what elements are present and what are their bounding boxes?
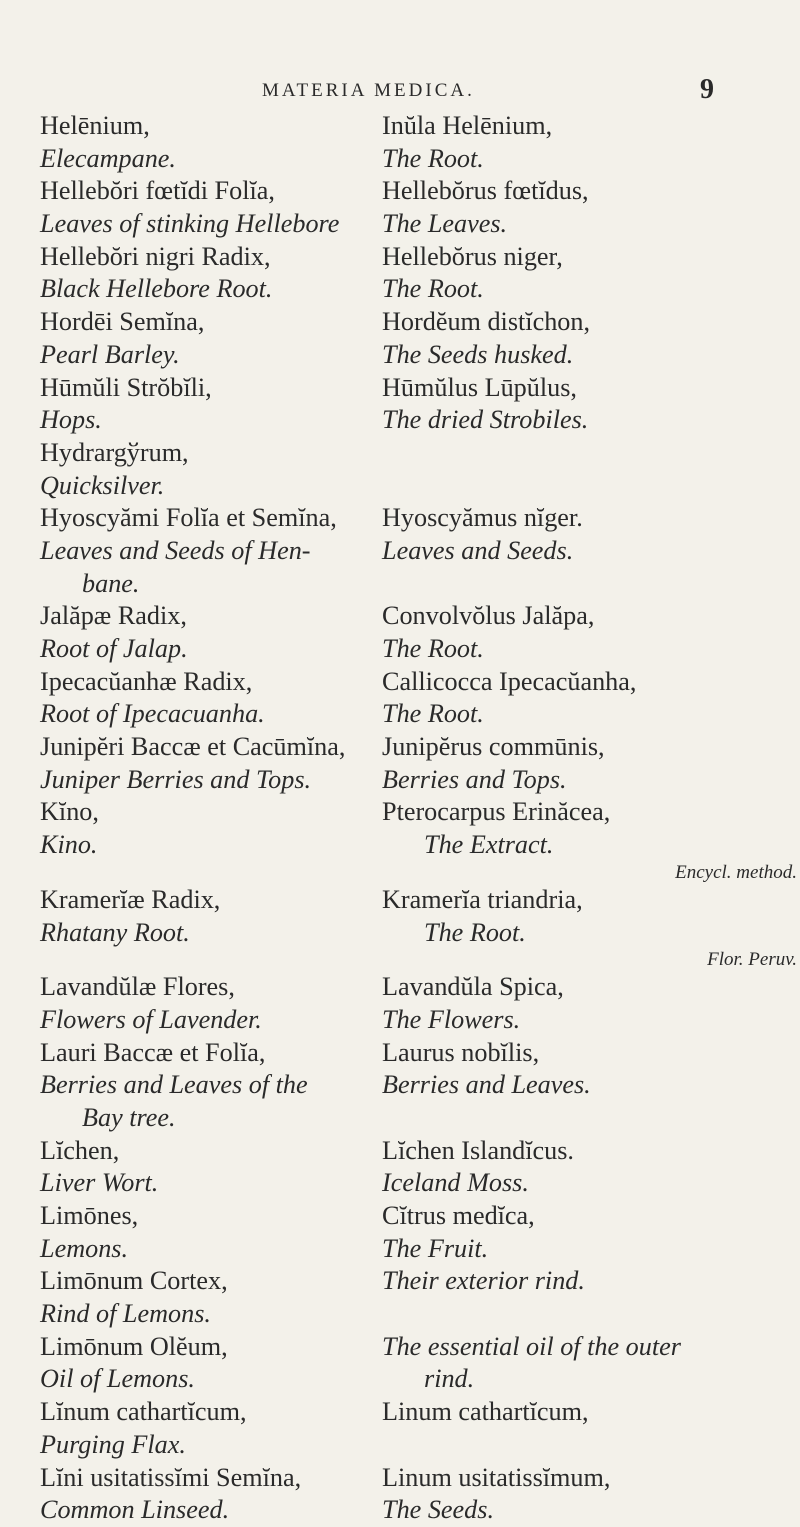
entry-description: Root of Jalap. — [40, 634, 188, 663]
entry-description-continued: The Root. — [424, 917, 526, 947]
entry-description: Kino. — [40, 830, 98, 860]
entry-name: Limōnum Cortex, — [40, 1266, 228, 1296]
entry-description: Juniper Berries and Tops. — [40, 764, 312, 794]
entry-name: Lĭchen, — [40, 1135, 120, 1165]
entry-name: Limōnes, — [40, 1201, 139, 1230]
entry-description: Common Linseed. — [40, 1495, 230, 1525]
entry-name: Lavandŭla Spica, — [382, 972, 564, 1002]
entry-description: The Root. — [382, 634, 484, 663]
entry-name: Hūmŭli Strŏbĭli, — [40, 372, 212, 402]
entry-description: Root of Ipecacuanha. — [40, 699, 265, 729]
entry-description: Elecampane. — [40, 143, 176, 173]
entry-name: Hordēi Semĭna, — [40, 307, 205, 337]
entry-description: Flowers of Lavender. — [40, 1004, 262, 1034]
officinal-names-column — [40, 110, 370, 1527]
entry-name: Pterocarpus Erinăcea, — [382, 797, 611, 827]
blank-line — [382, 568, 797, 601]
entry-name: Lauri Baccæ et Folĭa, — [40, 1037, 266, 1067]
entry-name: Hellebŏri fœtĭdi Folĭa, — [40, 176, 275, 206]
entry-name: Cĭtrus medĭca, — [382, 1201, 535, 1230]
entry-description: The essential oil of the outer — [382, 1331, 681, 1361]
blank-line — [382, 1102, 797, 1135]
entry-name: Inŭla Helēnium, — [382, 111, 553, 140]
entry-name: Hordĕum distĭchon, — [382, 307, 591, 337]
entry-name: Hellebŏrus niger, — [382, 241, 563, 271]
entry-name: Junipĕri Baccæ et Cacūmĭna, — [40, 732, 346, 762]
entry-name: Hellebŏrus fœtĭdus, — [382, 176, 589, 206]
blank-line — [382, 1298, 797, 1331]
entry-description: Berries and Leaves of the — [40, 1070, 308, 1100]
entry-description: Rhatany Root. — [40, 917, 190, 947]
entry-description: Rind of Lemons. — [40, 1299, 211, 1329]
spacer — [40, 862, 370, 884]
entry-description: Pearl Barley. — [40, 339, 180, 369]
entry-name: Convolvŏlus Jalăpa, — [382, 601, 595, 631]
running-head: MATERIA MEDICA. — [262, 80, 475, 101]
entry-description-continued: Bay tree. — [82, 1102, 176, 1132]
blank-line — [382, 1429, 797, 1462]
entry-description: Leaves and Seeds. — [382, 535, 574, 565]
entry-description: Liver Wort. — [40, 1168, 159, 1198]
entry-description: The Root. — [382, 274, 484, 304]
entry-name: Ipecacŭanhæ Radix, — [40, 666, 253, 696]
entry-description: Berries and Tops. — [382, 764, 567, 794]
entry-description-continued: rind. — [424, 1364, 475, 1394]
entry-description: Quicksilver. — [40, 470, 165, 500]
entry-name: Jalăpæ Radix, — [40, 601, 187, 631]
entry-name: Hellebŏri nigri Radix, — [40, 241, 271, 271]
entry-description: Purging Flax. — [40, 1429, 186, 1459]
entry-description: Iceland Moss. — [382, 1168, 529, 1198]
entry-description: The Seeds. — [382, 1495, 495, 1525]
entry-description: The Seeds husked. — [382, 339, 574, 369]
entry-description: Lemons. — [40, 1233, 129, 1263]
entry-name: Callicocca Ipecacŭanha, — [382, 666, 637, 696]
entry-description: The Root. — [382, 143, 484, 173]
page-number: 9 — [700, 74, 714, 105]
entry-name: Hūmŭlus Lūpŭlus, — [382, 372, 577, 402]
entry-description: The Fruit. — [382, 1233, 489, 1263]
entry-description-continued: The Extract. — [424, 830, 554, 860]
entry-description: Berries and Leaves. — [382, 1070, 591, 1100]
citation: Flor. Peruv. — [707, 949, 797, 971]
entry-description: The dried Strobiles. — [382, 405, 589, 435]
entry-name: Linum usitatissĭmum, — [382, 1462, 611, 1492]
entry-name: Lĭnum cathartĭcum, — [40, 1397, 247, 1427]
entry-name: Hydrargўrum, — [40, 437, 189, 467]
entry-name: Hyoscyămi Folĭa et Semĭna, — [40, 503, 337, 533]
entry-description-continued: bane. — [82, 568, 140, 598]
entry-name: Limōnum Olĕum, — [40, 1331, 228, 1361]
citation: Encycl. method. — [675, 861, 797, 883]
blank-line — [382, 437, 797, 470]
spacer — [40, 949, 370, 971]
entry-name: Hyoscyămus nĭger. — [382, 503, 583, 533]
entry-description: Oil of Lemons. — [40, 1364, 195, 1394]
blank-line — [382, 470, 797, 503]
entry-description: The Flowers. — [382, 1004, 521, 1034]
entry-description: Hops. — [40, 405, 102, 435]
entry-name: Lĭchen Islandĭcus. — [382, 1135, 574, 1165]
entry-name: Kĭno, — [40, 797, 99, 827]
entry-name: Lavandŭlæ Flores, — [40, 972, 235, 1002]
entry-name: Junipĕrus commūnis, — [382, 732, 605, 762]
entry-description: Their exterior rind. — [382, 1266, 585, 1296]
entry-description: The Leaves. — [382, 209, 508, 239]
entry-description: The Root. — [382, 699, 484, 729]
entry-description: Black Hellebore Root. — [40, 274, 273, 304]
entry-name: Kramerĭa triandria, — [382, 884, 583, 914]
entry-name: Laurus nobĭlis, — [382, 1037, 540, 1067]
entry-name: Kramerĭæ Radix, — [40, 884, 221, 914]
entry-name: Linum cathartĭcum, — [382, 1397, 589, 1427]
botanical-names-column — [382, 110, 797, 1527]
entry-description: Leaves of stinking Hellebore — [40, 209, 340, 239]
entry-description: Leaves and Seeds of Hen- — [40, 535, 311, 565]
entry-name: Helēnium, — [40, 111, 150, 140]
entry-name: Lĭni usitatissĭmi Semĭna, — [40, 1462, 302, 1492]
